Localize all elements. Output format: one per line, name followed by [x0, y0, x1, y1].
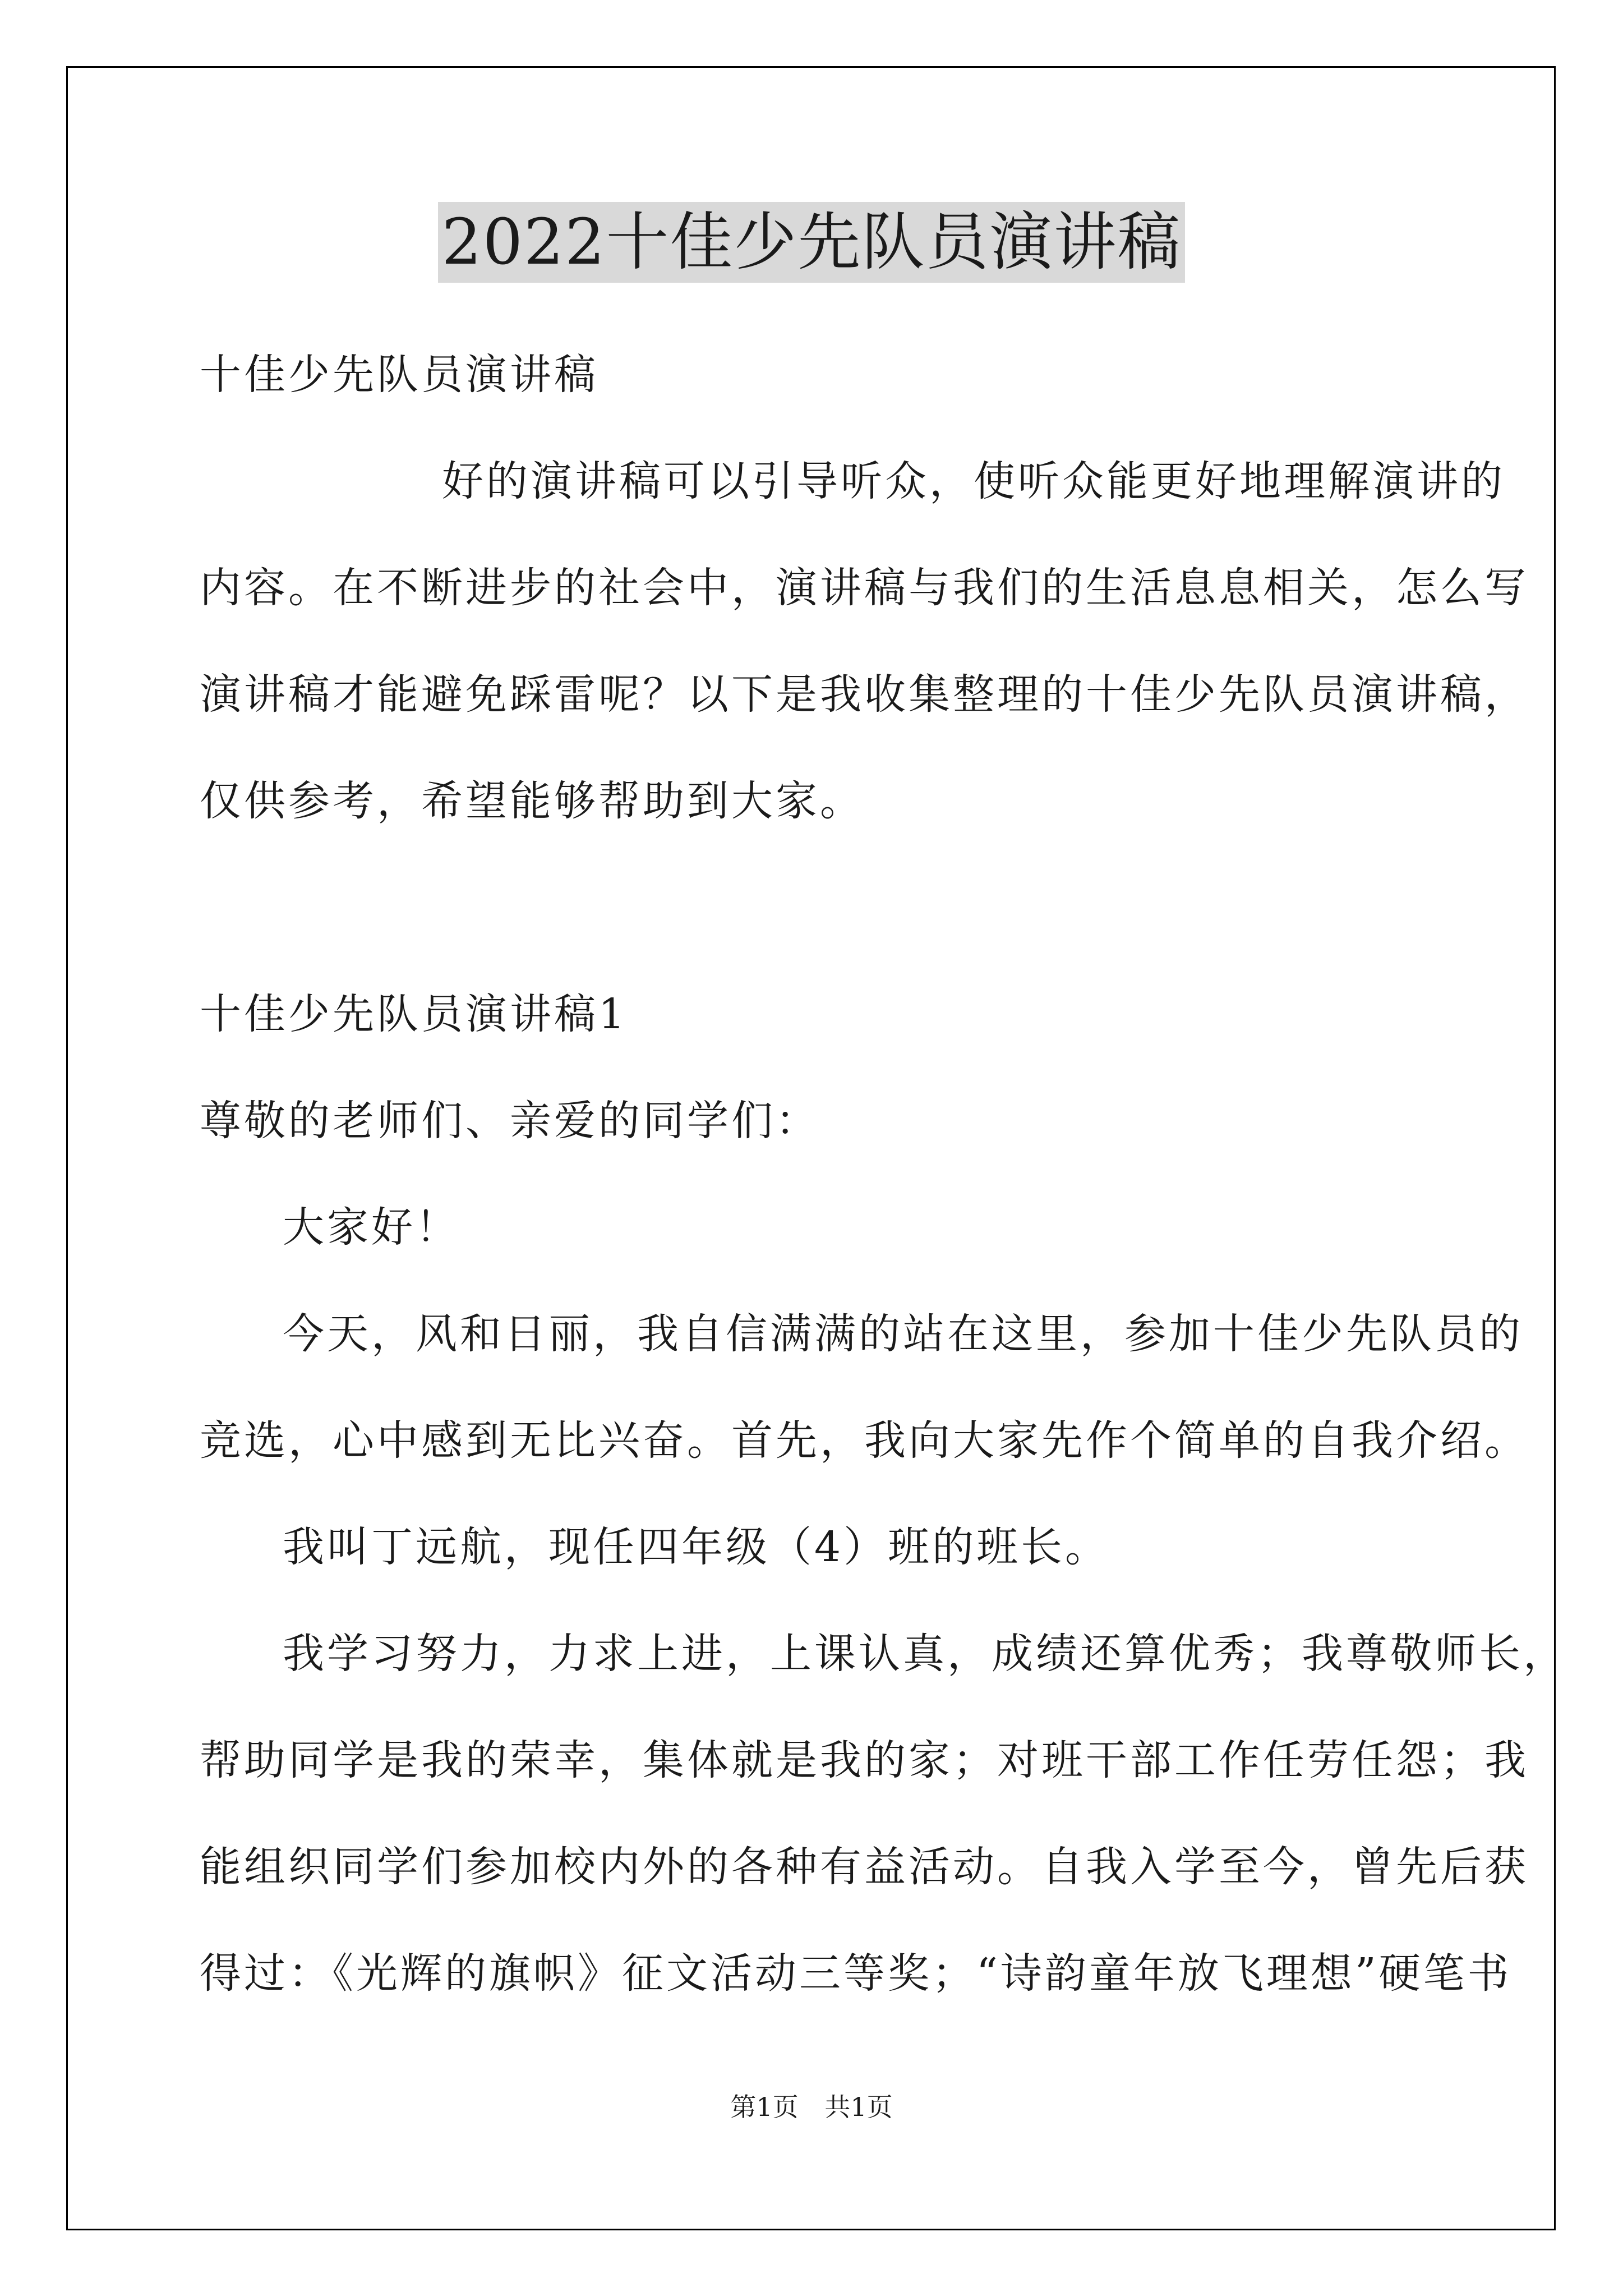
paragraph-line: 仅供参考，希望能够帮助到大家。 — [200, 777, 864, 825]
paragraph-line: 我学习努力，力求上进，上课认真，成绩还算优秀；我尊敬师长， — [283, 1630, 1567, 1678]
page-number: 第1页 — [730, 2092, 799, 2122]
paragraph-line: 好的演讲稿可以引导听众，使听众能更好地理解演讲的 — [442, 457, 1505, 505]
paragraph-line: 帮助同学是我的荣幸，集体就是我的家；对班干部工作任劳任怨；我 — [200, 1736, 1529, 1784]
salutation-line: 尊敬的老师们、亲爱的同学们： — [200, 1097, 820, 1145]
paragraph-line: 得过：《光辉的旗帜》征文活动三等奖；“诗韵童年放飞理想”硬笔书 — [200, 1949, 1512, 1998]
paragraph-line: 内容。在不断进步的社会中，演讲稿与我们的生活息息相关，怎么写 — [200, 564, 1529, 612]
subtitle-line: 十佳少先队员演讲稿 — [200, 351, 598, 399]
paragraph-line: 竞选，心中感到无比兴奋。首先，我向大家先作个简单的自我介绍。 — [200, 1416, 1529, 1465]
paragraph-line: 今天，风和日丽，我自信满满的站在这里，参加十佳少先队员的 — [283, 1310, 1523, 1358]
greeting-line: 大家好！ — [283, 1203, 460, 1251]
paragraph-line: 演讲稿才能避免踩雷呢？以下是我收集整理的十佳少先队员演讲稿， — [200, 670, 1529, 719]
title-container — [0, 202, 1623, 283]
paragraph-line: 我叫丁远航，现任四年级（4）班的班长。 — [283, 1523, 1110, 1571]
paragraph-line: 能组织同学们参加校内外的各种有益活动。自我入学至今，曾先后获 — [200, 1843, 1529, 1891]
document-title: 2022十佳少先队员演讲稿 — [438, 202, 1184, 283]
page-total: 共1页 — [824, 2092, 893, 2122]
page-footer — [0, 2090, 1623, 2124]
section-heading: 十佳少先队员演讲稿1 — [200, 990, 628, 1038]
